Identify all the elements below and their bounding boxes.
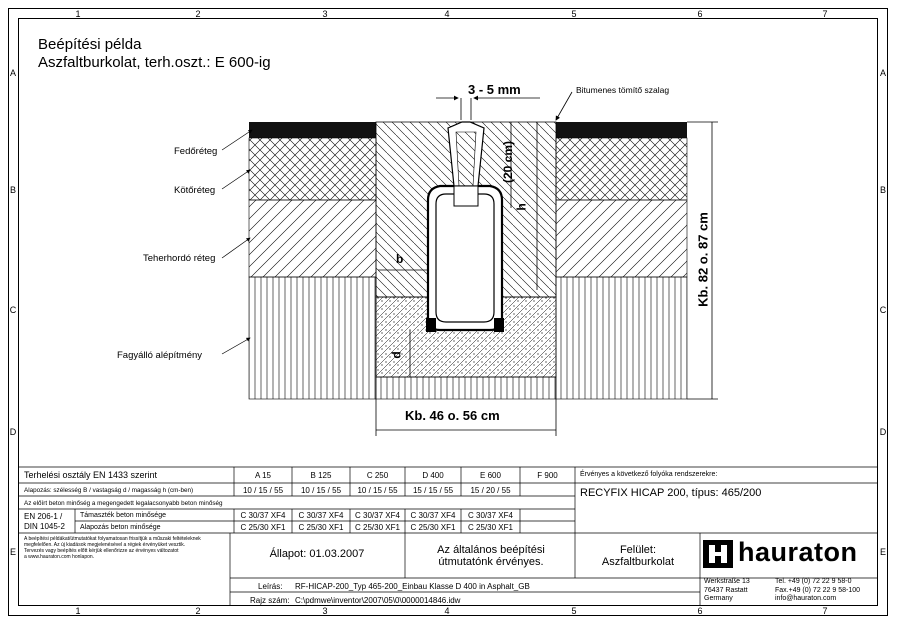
hauraton-logo-icon [703,540,733,568]
row-label-c: C [9,305,17,315]
col-label-3: 3 [322,9,328,19]
surface-note [578,544,698,568]
frost-left [249,277,376,399]
title-line-1: Beépítési példa [38,36,142,53]
height-dimension: Kb. 82 o. 87 cm [695,212,711,307]
layer-label-base: Teherhordó réteg [143,253,216,264]
class-f900: F 900 [537,471,558,480]
row-label-e-right: E [879,547,886,557]
layer-label-frost: Fagyálló alépítmény [117,350,203,361]
frost-right [556,277,687,399]
drawing-title [38,36,271,72]
valid-header: Érvényes a következő folyóka rendszerekre: [580,471,718,478]
col-label-1-bottom: 1 [75,606,81,616]
col-label-7-bottom: 7 [822,606,828,616]
disclaimer-line: a www.hauraton.com honlapon. [24,554,95,560]
class-d400: D 400 [422,471,444,480]
row-label-e: E [9,547,16,557]
dims-b125: 10 / 15 / 55 [300,486,342,495]
width-dimension: Kb. 46 o. 56 cm [405,408,500,423]
disclaimer [24,536,228,560]
row-label-a-right: A [879,68,886,78]
base-right [556,200,687,277]
col-label-3-bottom: 3 [322,606,328,616]
drawno-label: Rajz szám: [250,596,290,605]
asphalt-right [556,122,687,138]
col-label-7: 7 [822,9,828,19]
dims-c250: 10 / 15 / 55 [357,486,398,495]
general-line-2: útmutatónk érvényes. [438,556,544,568]
desc-label: Leírás: [258,582,283,591]
channel-inner [436,194,494,322]
support-label: Támaszték beton minősége [80,512,166,519]
dims-label: Alapozás: szélesség B / vastagság d / magasság h (cm-ben) [24,487,194,494]
status-date: Állapot: 01.03.2007 [269,548,365,560]
col-label-6-bottom: 6 [697,606,703,616]
dims-a15: 10 / 15 / 55 [242,486,284,495]
base-label: Alapozás beton minősége [80,524,161,531]
disclaimer-line: megfelelően. Az új kiadások megjelenésével a régiek érvényüket vesztik. [24,542,186,548]
general-line-1: Az általános beépítési [437,544,545,556]
height-20-label: (20 cm) [501,140,515,184]
class-e600: E 600 [480,471,501,480]
h-label: h [514,203,529,211]
col-label-2-bottom: 2 [195,606,201,616]
row-label-b-right: B [879,185,886,195]
class-a15: A 15 [254,471,271,480]
address-line: 76437 Rastatt [704,586,748,594]
binder-right [556,138,687,200]
gap-dimension: 3 - 5 mm [468,82,521,97]
row-label-d: D [9,427,17,437]
support-d400: C 30/37 XF4 [410,511,456,520]
support-a15: C 30/37 XF4 [240,511,286,520]
disclaimer-line: Tervezés vagy beépítés előtt kérjük ellenőrizze az érvényes változatot [24,548,179,554]
layer-label-binder: Kötőréteg [174,185,216,196]
asphalt-left [249,122,376,138]
class-c250: C 250 [366,471,389,480]
col-label-4-bottom: 4 [444,606,450,616]
brand-name: hauraton [738,537,858,567]
standard-line-2: DIN 1045-2 [24,522,65,531]
row-label-d-right: D [879,427,887,437]
surface-line-2: Aszfaltburkolat [601,556,675,568]
concrete-note: Az előírt beton minőség a megengedett legalacsonyabb beton minőség [24,500,223,507]
dims-d400: 15 / 15 / 55 [412,486,454,495]
col-label-1: 1 [75,9,81,19]
layer-label-surface: Fedőréteg [174,146,218,157]
address-block [704,578,750,604]
support-b125: C 30/37 XF4 [298,511,344,520]
row-label-a: A [9,68,16,78]
support-e600: C 30/37 XF4 [468,511,513,520]
contact-block [775,578,860,604]
col-label-5-bottom: 5 [571,606,577,616]
row-label-b: B [9,185,16,195]
col-label-6: 6 [697,9,703,19]
phone: Tel. +49 (0) 72 22 9 58-0 [775,578,852,585]
address-line: Germany [704,595,733,602]
drawno-value: C:\pdmwe\inventor\2007\05\0\0000014846.idw [295,596,461,605]
disclaimer-line: A beépítési példákat/útmutatókat folyamatosan frissítjük a műszaki feltételeknek [24,536,201,542]
base-a15: C 25/30 XF1 [240,523,286,532]
base-d400: C 25/30 XF1 [410,523,456,532]
general-note [410,544,572,568]
desc-value: RF-HICAP-200_Typ 465-200_Einbau Klasse D 400 in Asphalt_GB [295,582,530,591]
b-label: b [396,252,404,266]
tape-label: Bitumenes tömítő szalag [576,85,670,95]
col-label-2: 2 [195,9,201,19]
col-label-5: 5 [571,9,577,19]
class-b125: B 125 [310,471,332,480]
system-name: RECYFIX HICAP 200, típus: 465/200 [580,487,762,499]
address-line: Werkstraße 13 [704,578,750,585]
email-link[interactable]: info@hauraton.com [775,595,837,602]
base-c250: C 25/30 XF1 [355,523,400,532]
title-line-2: Aszfaltburkolat, terh.oszt.: E 600-ig [38,54,271,71]
dims-e600: 15 / 20 / 55 [470,486,511,495]
col-label-4: 4 [444,9,450,19]
fax: Fax.+49 (0) 72 22 9 58-100 [775,586,861,594]
surface-line-1: Felület: [619,544,657,556]
support-c250: C 30/37 XF4 [355,511,400,520]
load-class-header: Terhelési osztály EN 1433 szerint [24,470,158,480]
base-left [249,200,376,277]
base-b125: C 25/30 XF1 [298,523,344,532]
binder-left [249,138,376,200]
row-label-c-right: C [879,305,887,315]
base-e600: C 25/30 XF1 [468,523,513,532]
frost-bottom [376,377,556,399]
d-label: d [389,351,404,359]
standard-line-1: EN 206-1 / [24,512,63,521]
